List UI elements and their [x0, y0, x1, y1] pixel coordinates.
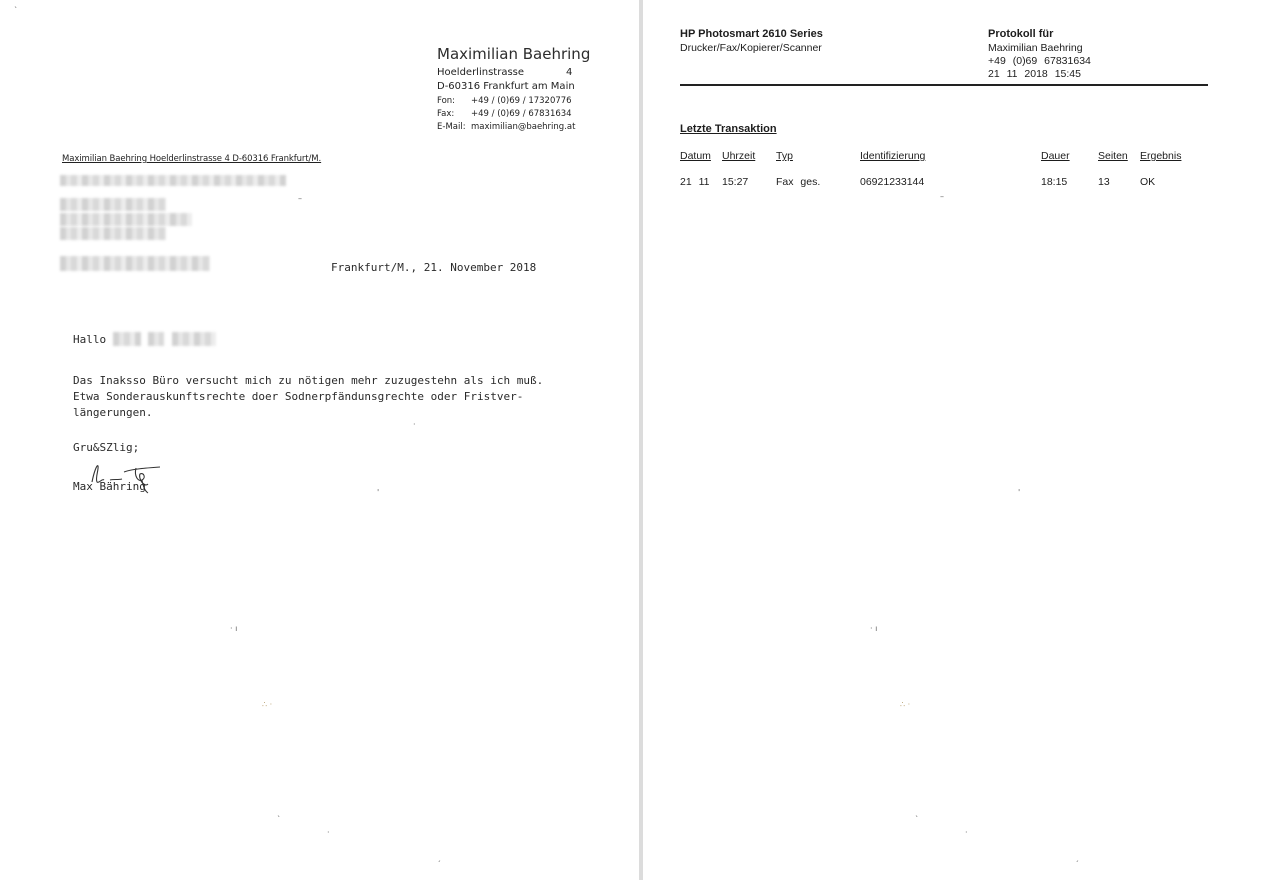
scan-speck: ' — [1018, 488, 1021, 497]
protocol-phone: +49 (0)69 67831634 — [988, 55, 1091, 67]
letter-body-line: Das Inaksso Büro versucht mich zu nötigen mehr zuzugestehn als ich muß. — [73, 374, 544, 387]
place-date: Frankfurt/M., 21. November 2018 — [331, 261, 537, 274]
row-typ: Fax ges. — [776, 176, 821, 188]
scan-speck: · — [413, 420, 416, 429]
scan-speck: · — [965, 828, 968, 837]
fax-report-page — [643, 0, 1280, 880]
letter-signer: Max Bähring — [73, 480, 146, 493]
row-datum: 21 11 — [680, 176, 710, 188]
column-header-dauer: Dauer — [1041, 150, 1070, 162]
row-ergebnis: OK — [1140, 176, 1156, 188]
letterhead-email-value: maximilian@baehring.at — [471, 122, 576, 132]
letterhead-fon-value: +49 / (0)69 / 17320776 — [471, 96, 572, 106]
letterhead-city: D-60316 Frankfurt am Main — [437, 81, 575, 92]
redacted-recipient-line — [60, 198, 166, 211]
scan-speck: – — [940, 192, 944, 201]
sender-return-address: Maximilian Baehring Hoelderlinstrasse 4 D-60316 Frankfurt/M. — [62, 154, 322, 164]
column-header-seiten: Seiten — [1098, 150, 1128, 162]
device-subtitle: Drucker/Fax/Kopierer/Scanner — [680, 42, 822, 54]
letterhead-fon-label: Fon: — [437, 96, 456, 106]
scan-speck: ∴ · — [262, 700, 273, 709]
letterhead-fax-label: Fax: — [437, 109, 455, 119]
section-title: Letzte Transaktion — [680, 123, 777, 135]
redacted-recipient-line — [60, 256, 210, 271]
greeting: Hallo — [73, 333, 107, 346]
letterhead-street: Hoelderlinstrasse — [437, 67, 525, 78]
scan-speck: ˎ — [277, 808, 281, 817]
scan-speck: · ı — [230, 624, 238, 633]
letter-body-line: längerungen. — [73, 406, 153, 419]
row-uhrzeit: 15:27 — [722, 176, 749, 188]
scan-speck: · — [327, 828, 330, 837]
scan-speck: · ı — [870, 624, 878, 633]
row-seiten: 13 — [1098, 176, 1110, 188]
redacted-recipient-name — [148, 332, 164, 346]
scan-speck: ∴ · — [900, 700, 911, 709]
protocol-datetime: 21 11 2018 15:45 — [988, 68, 1081, 80]
row-identifizierung: 06921233144 — [860, 176, 925, 188]
header-rule — [680, 84, 1208, 86]
column-header-ergebnis: Ergebnis — [1140, 150, 1182, 162]
column-header-uhrzeit: Uhrzeit — [722, 150, 756, 162]
letterhead-fax-value: +49 / (0)69 / 67831634 — [471, 109, 572, 119]
redacted-recipient-line — [60, 175, 286, 186]
column-header-datum: Datum — [680, 150, 711, 162]
letterhead-name: Maximilian Baehring — [437, 45, 591, 63]
protocol-label: Protokoll für — [988, 28, 1054, 40]
letterhead-house-number: 4 — [566, 67, 573, 78]
protocol-name: Maximilian Baehring — [988, 42, 1083, 54]
column-header-identifizierung: Identifizierung — [860, 150, 926, 162]
letter-page — [0, 0, 639, 880]
scan-speck: ˎ — [915, 808, 919, 817]
scan-speck: ˏ — [1075, 853, 1079, 862]
scan-speck: ' — [377, 488, 380, 497]
letter-closing: Gru&SZlig; — [73, 441, 140, 454]
row-dauer: 18:15 — [1041, 176, 1068, 188]
device-title: HP Photosmart 2610 Series — [680, 28, 823, 40]
scan-speck: – — [298, 194, 302, 203]
redacted-recipient-name — [172, 332, 216, 346]
scan-speck: ˋ — [14, 6, 18, 15]
redacted-recipient-name — [113, 332, 141, 346]
redacted-recipient-line — [60, 227, 166, 240]
letterhead-email-label: E-Mail: — [437, 122, 466, 132]
letter-body-line: Etwa Sonderauskunftsrechte doer Sodnerpfändunsgrechte oder Fristver- — [73, 390, 524, 403]
redacted-recipient-line — [60, 213, 192, 226]
column-header-typ: Typ — [776, 150, 793, 162]
scan-speck: ˏ — [437, 853, 441, 862]
